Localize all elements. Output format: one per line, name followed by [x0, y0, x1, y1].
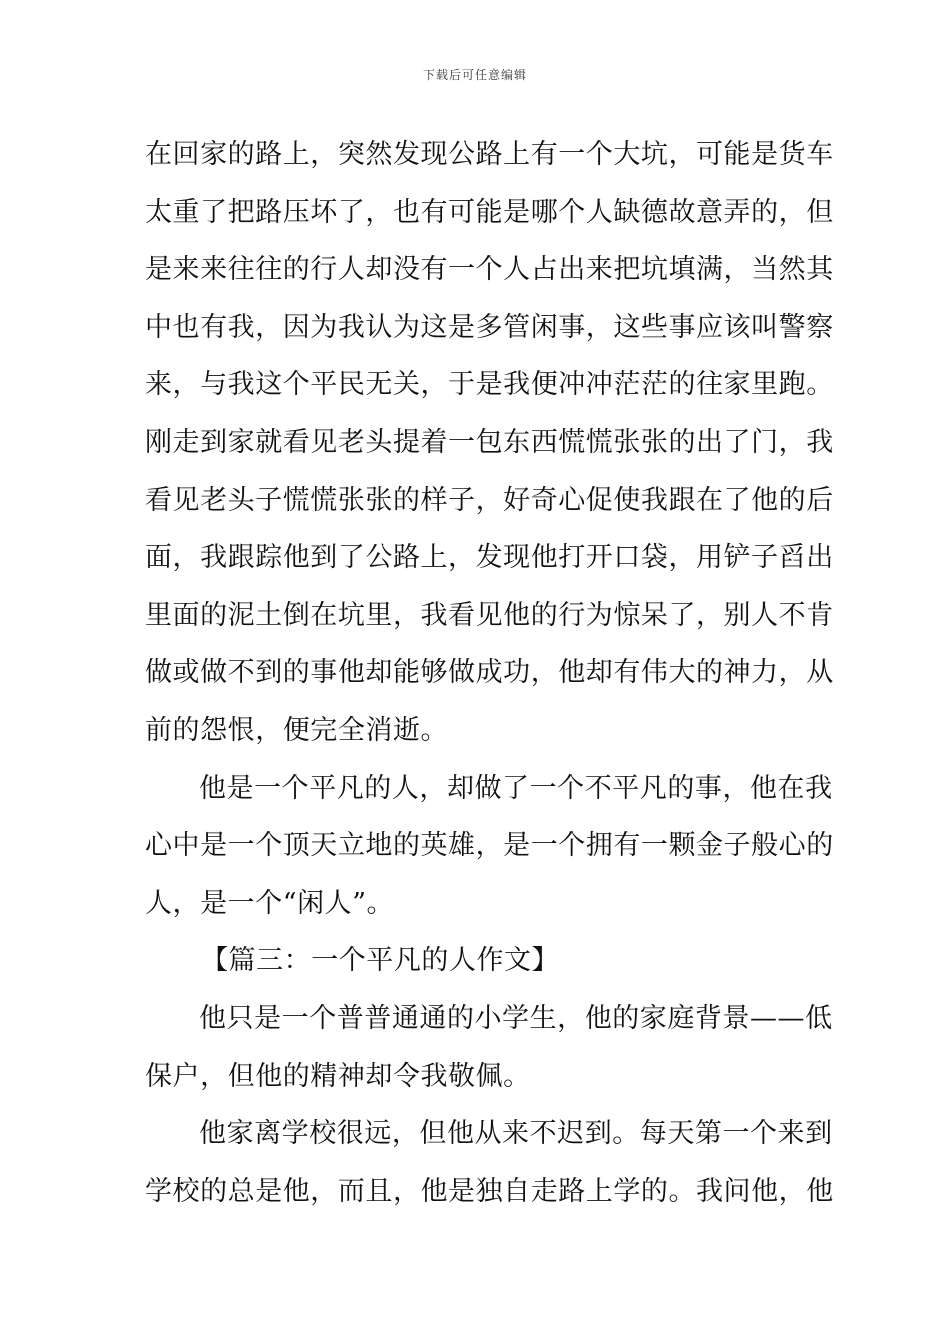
- text-line: 保户，但他的精神却令我敬佩。: [145, 1060, 531, 1092]
- paragraph-start-line: 他是一个平凡的人，却做了一个不平凡的事，他在我: [199, 772, 833, 804]
- section-heading: 【篇三：一个平凡的人作文】: [201, 945, 560, 977]
- text-line: 学校的总是他，而且，他是独自走路上学的。我问他，他: [145, 1175, 834, 1207]
- text-line: 来，与我这个平民无关，于是我便冲冲茫茫的往家里跑。: [145, 369, 834, 401]
- text-line: 前的怨恨，便完全消逝。: [145, 714, 449, 746]
- text-line: 心中是一个顶天立地的英雄，是一个拥有一颗金子般心的: [145, 830, 834, 862]
- text-line: 面，我跟踪他到了公路上，发现他打开口袋，用铲子舀出: [145, 542, 834, 574]
- text-line: 刚走到家就看见老头提着一包东西慌慌张张的出了门，我: [145, 426, 834, 458]
- text-line: 在回家的路上，突然发现公路上有一个大坑，可能是货车: [145, 139, 834, 170]
- text-line: 中也有我，因为我认为这是多管闲事，这些事应该叫警察: [145, 311, 834, 343]
- text-line: 里面的泥土倒在坑里，我看见他的行为惊呆了，别人不肯: [145, 599, 834, 631]
- text-line: 做或做不到的事他却能够做成功，他却有伟大的神力，从: [145, 657, 834, 689]
- page-header: 下载后可任意编辑: [422, 68, 527, 82]
- text-line: 人，是一个“闲人”。: [145, 887, 395, 919]
- document-body: [145, 126, 834, 1220]
- paragraph-start-line: 他家离学校很远，但他从来不迟到。每天第一个来到: [199, 1118, 833, 1150]
- text-line: 看见老头子慌慌张张的样子，好奇心促使我跟在了他的后: [145, 484, 834, 516]
- text-line: 是来来往往的行人却没有一个人占出来把坑填满，当然其: [145, 254, 834, 286]
- paragraph-start-line: 他只是一个普普通通的小学生，他的家庭背景——低: [199, 1002, 833, 1034]
- text-line: 太重了把路压坏了，也有可能是哪个人缺德故意弄的，但: [145, 196, 834, 228]
